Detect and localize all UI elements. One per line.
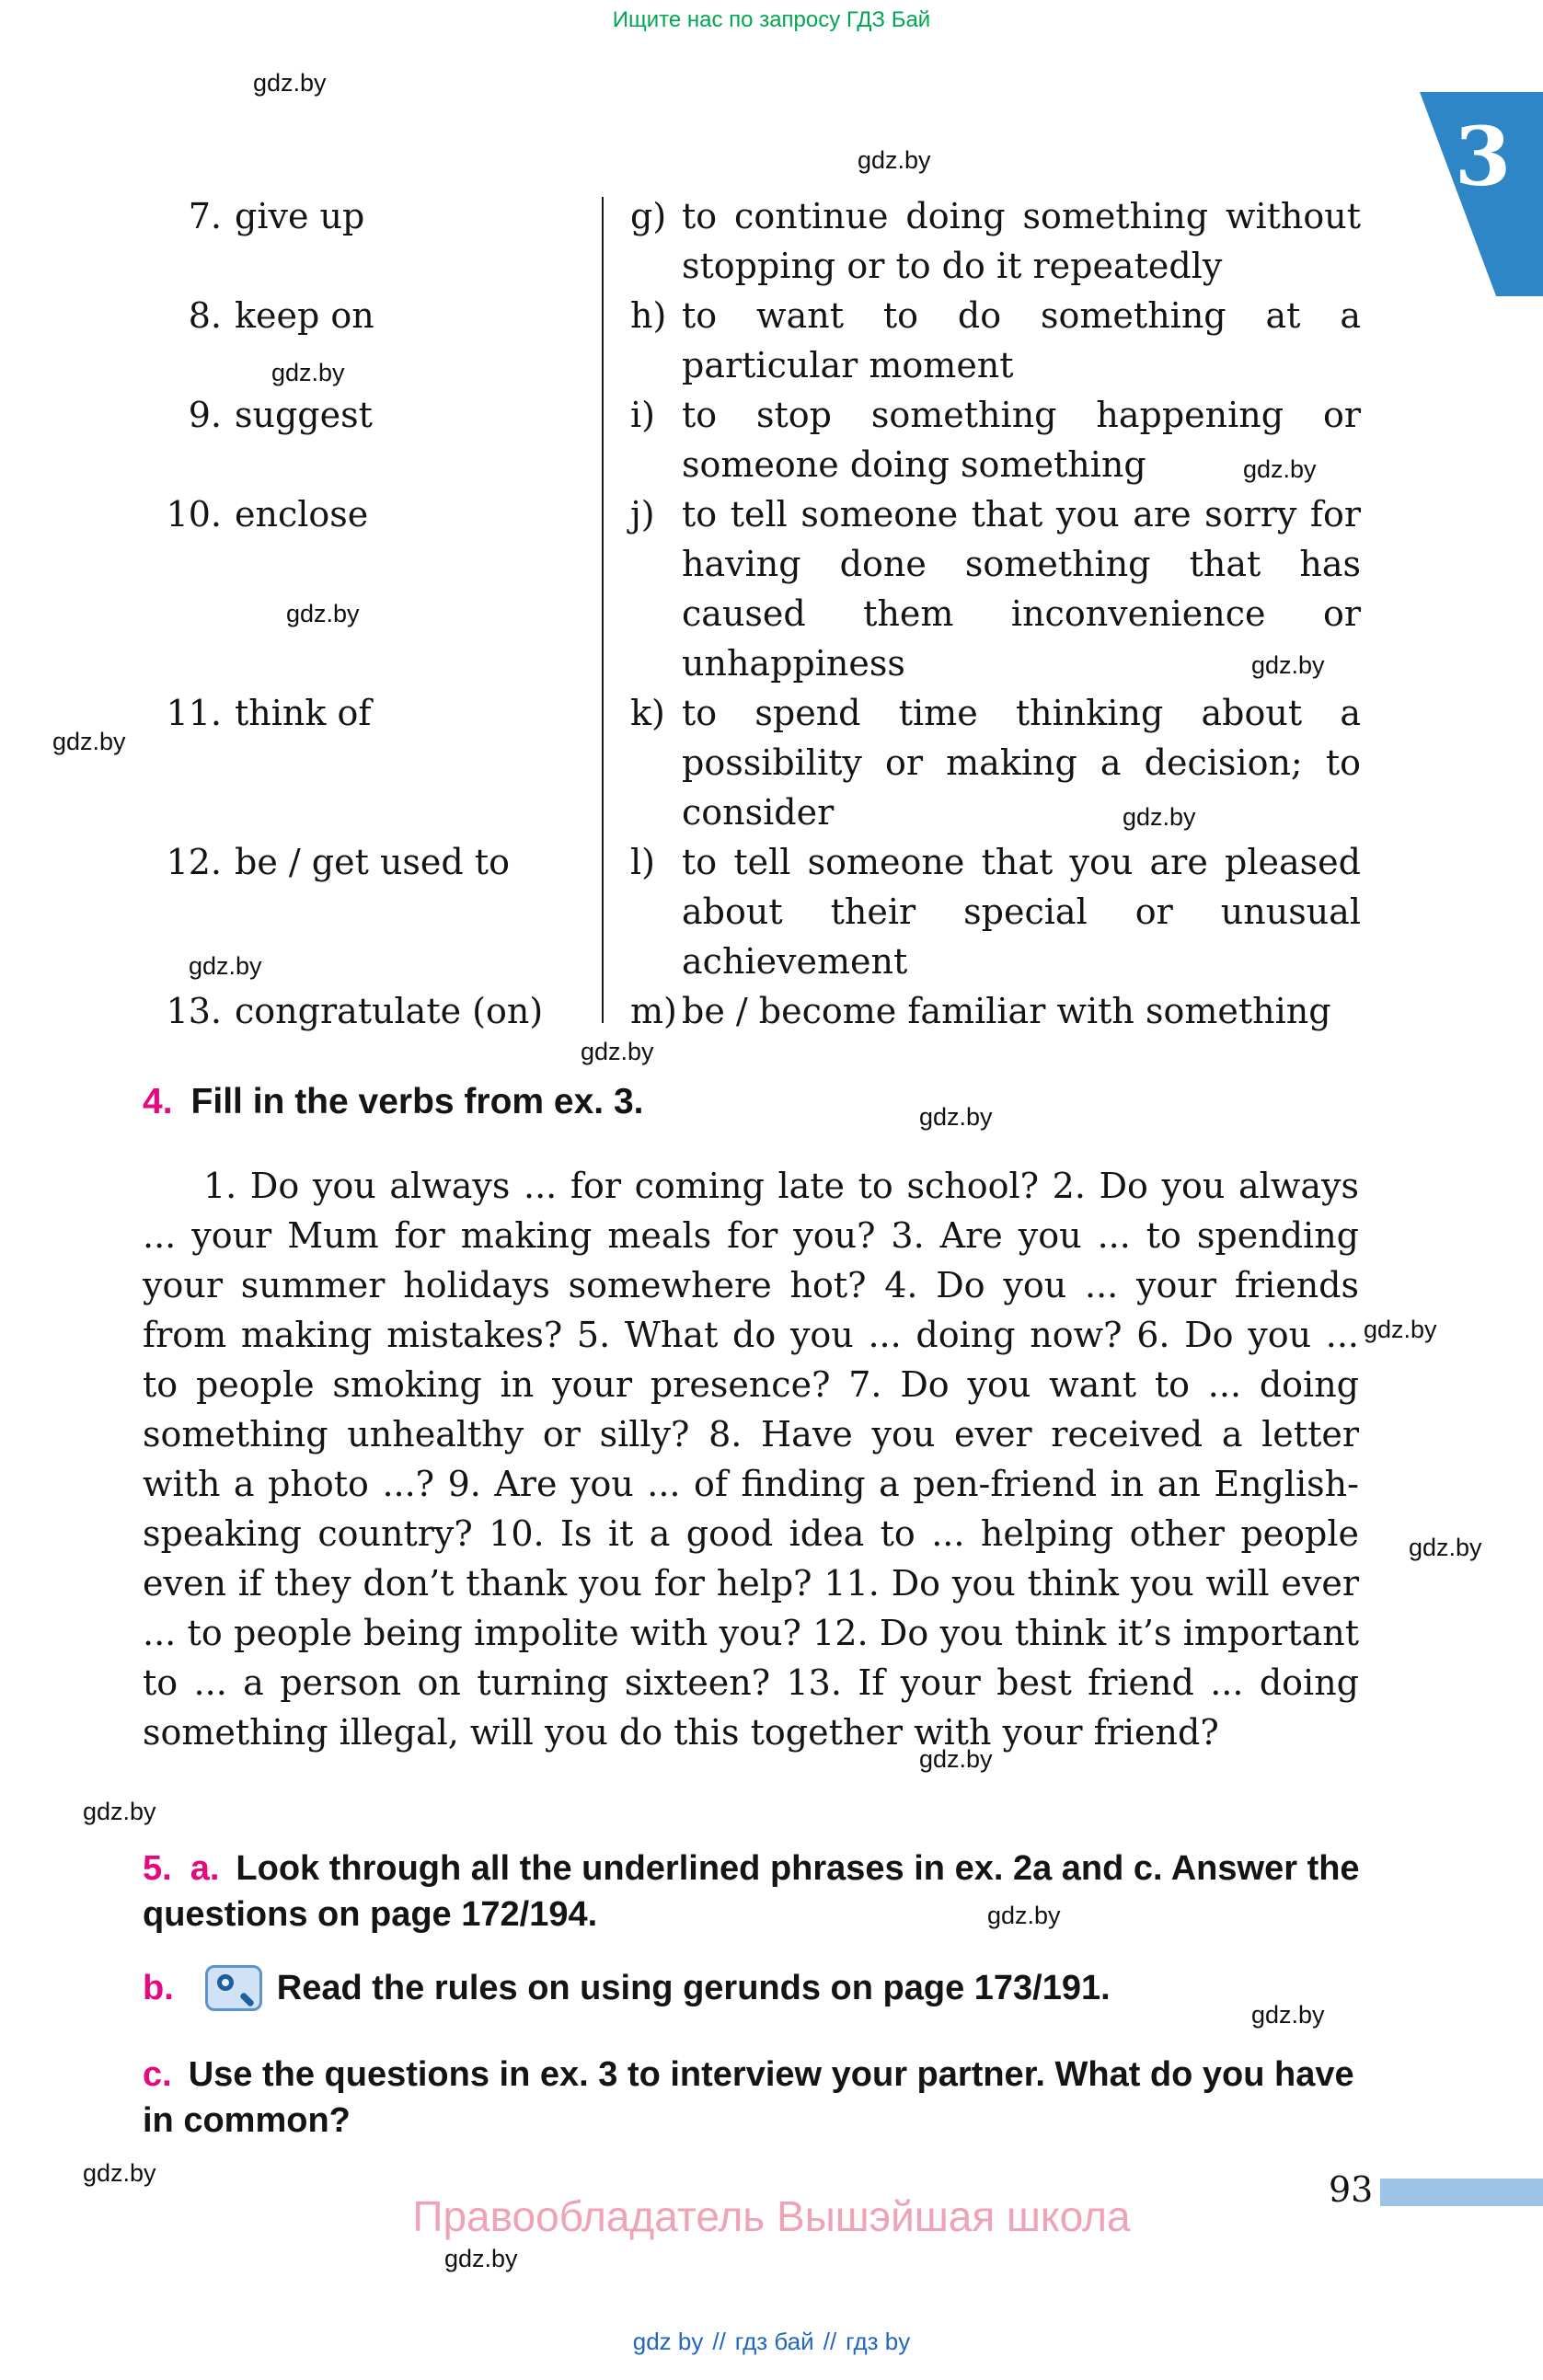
gdz-link-3[interactable]: гдз by: [846, 2328, 911, 2355]
term-number: 12.: [166, 842, 222, 882]
exercise4-body: 1. Do you always ... for coming late to school? 2. Do you always ... your Mum for making meals for you? 3. Are you ... to spending your summer holidays somewhere hot? 4. Do you ... your friends from making mistakes? 5. What do you ... doing now? 6. Do you ... to people smoking in your presence? 7. Do you want to ... doing something unhealthy or silly? 8. Have you ever received a letter with a photo ...? 9. Are you ... of finding a pen-friend in an English-speaking country? 10. Is it a good idea to ... helping other people even if they don’t thank you for help? 11. Do you think you will ever ... to people being impolite with you? 12. Do you think it’s important to ... a person on turning sixteen? 13. If your best friend ... doing something illegal, will you do this together with your friend?: [143, 1166, 1359, 1753]
exercise5c-letter: c.: [143, 2055, 172, 2094]
column-divider: [602, 197, 604, 1023]
page-number: 93: [1329, 2169, 1374, 2210]
term-number: 10.: [166, 494, 222, 535]
exercise4-heading: [143, 1082, 644, 1122]
term-number: 8.: [188, 295, 222, 336]
term-cell: [144, 191, 603, 241]
definition-letter: k): [630, 693, 665, 733]
definition-cell: [603, 489, 1361, 688]
term-cell: [144, 986, 603, 1036]
bottom-links: [0, 2328, 1543, 2356]
gdz-watermark: gdz.by: [858, 146, 931, 174]
gdz-watermark: gdz.by: [987, 1902, 1061, 1929]
gdz-watermark: gdz.by: [253, 69, 327, 97]
exercise5b: [143, 1965, 1370, 2011]
definition-letter: j): [630, 494, 655, 535]
gdz-watermark: gdz.by: [271, 359, 345, 386]
publisher-line: Правообладатель Вышэйшая школа: [412, 2192, 1131, 2240]
definition-text: to spend time thinking about a possibility or making a decision; to consider: [682, 693, 1361, 833]
gdz-watermark: gdz.by: [444, 2245, 518, 2272]
match-row-11: [144, 688, 1361, 837]
top-banner-text: Ищите нас по запросу ГДЗ Бай: [612, 7, 931, 32]
term-cell: [144, 390, 603, 440]
term-text: enclose: [235, 494, 369, 535]
definition-letter: i): [630, 395, 655, 435]
exercise5b-letter: b.: [143, 1969, 174, 2007]
term-text: congratulate (on): [235, 991, 544, 1031]
gdz-watermark: gdz.by: [1364, 1316, 1437, 1343]
definition-cell: [603, 688, 1361, 837]
unit-number: 3: [1455, 109, 1512, 204]
definition-letter: m): [630, 991, 677, 1031]
match-row-9: [144, 390, 1361, 489]
term-text: suggest: [235, 395, 373, 435]
exercise5b-text: Read the rules on using gerunds on page 173/191.: [276, 1969, 1111, 2007]
definition-cell: [603, 837, 1361, 986]
term-number: 9.: [188, 395, 222, 435]
definition-cell: [603, 390, 1361, 489]
definition-cell: [603, 191, 1361, 291]
definition-text: to continue doing something without stopping or to do it repeatedly: [682, 196, 1361, 286]
gdz-watermark: gdz.by: [52, 728, 126, 755]
match-row-10: [144, 489, 1361, 688]
exercise5a-text: Look through all the underlined phrases in ex. 2a and c. Answer the questions on page 172/194.: [143, 1849, 1360, 1934]
term-cell: [144, 688, 603, 738]
definition-cell: [603, 986, 1361, 1036]
term-cell: [144, 837, 603, 887]
gdz-link-1[interactable]: gdz by: [632, 2328, 704, 2355]
term-text: be / get used to: [235, 842, 510, 882]
gdz-watermark: gdz.by: [919, 1103, 993, 1131]
term-number: 7.: [188, 196, 222, 236]
gdz-watermark: gdz.by: [1251, 651, 1325, 679]
term-cell: [144, 291, 603, 340]
gdz-watermark: gdz.by: [919, 1745, 993, 1773]
gdz-watermark: gdz.by: [1243, 455, 1317, 483]
definition-cell: [603, 291, 1361, 390]
gdz-watermark: gdz.by: [581, 1038, 654, 1065]
exercise5c-text: Use the questions in ex. 3 to interview your partner. What do you have in common?: [143, 2055, 1354, 2140]
definition-text: be / become familiar with something: [682, 991, 1331, 1031]
match-row-12: [144, 837, 1361, 986]
gdz-watermark: gdz.by: [1409, 1534, 1482, 1561]
definition-letter: h): [630, 295, 667, 336]
link-separator: //: [712, 2328, 726, 2355]
match-row-13: [144, 986, 1361, 1036]
gdz-watermark: gdz.by: [83, 1798, 156, 1825]
exercise5-number: 5.: [143, 1849, 172, 1888]
exercise5a-letter: a.: [190, 1849, 220, 1888]
gdz-watermark: gdz.by: [189, 952, 262, 980]
gdz-watermark: gdz.by: [1123, 803, 1196, 831]
definition-letter: g): [630, 196, 667, 236]
definition-text: to tell someone that you are sorry for having done something that has caused them inconvenience or unhappiness: [682, 494, 1361, 684]
exercise5c: [143, 2052, 1370, 2144]
term-text: keep on: [235, 295, 374, 336]
magnifier-icon: [205, 1965, 262, 2011]
definition-text: to tell someone that you are pleased about their special or unusual achievement: [682, 842, 1361, 982]
gdz-watermark: gdz.by: [286, 600, 360, 627]
definition-text: to want to do something at a particular moment: [682, 295, 1361, 385]
match-row-7: [144, 191, 1361, 291]
exercise4-number: 4.: [143, 1082, 173, 1121]
matching-exercise: [144, 191, 1361, 1036]
exercise5a: [143, 1845, 1370, 1937]
term-cell: [144, 489, 603, 539]
link-separator: //: [823, 2328, 837, 2355]
exercise4-title: Fill in the verbs from ex. 3.: [190, 1082, 644, 1121]
term-text: give up: [235, 196, 365, 236]
gdz-watermark: gdz.by: [83, 2159, 156, 2187]
gdz-watermark: gdz.by: [1251, 2001, 1325, 2029]
term-number: 13.: [166, 991, 222, 1031]
term-text: think of: [235, 693, 372, 733]
term-number: 11.: [166, 693, 222, 733]
definition-text: to stop something happening or someone doing something: [682, 395, 1361, 485]
definition-letter: l): [630, 842, 655, 882]
gdz-link-2[interactable]: гдз бай: [734, 2328, 814, 2355]
match-row-8: [144, 291, 1361, 390]
